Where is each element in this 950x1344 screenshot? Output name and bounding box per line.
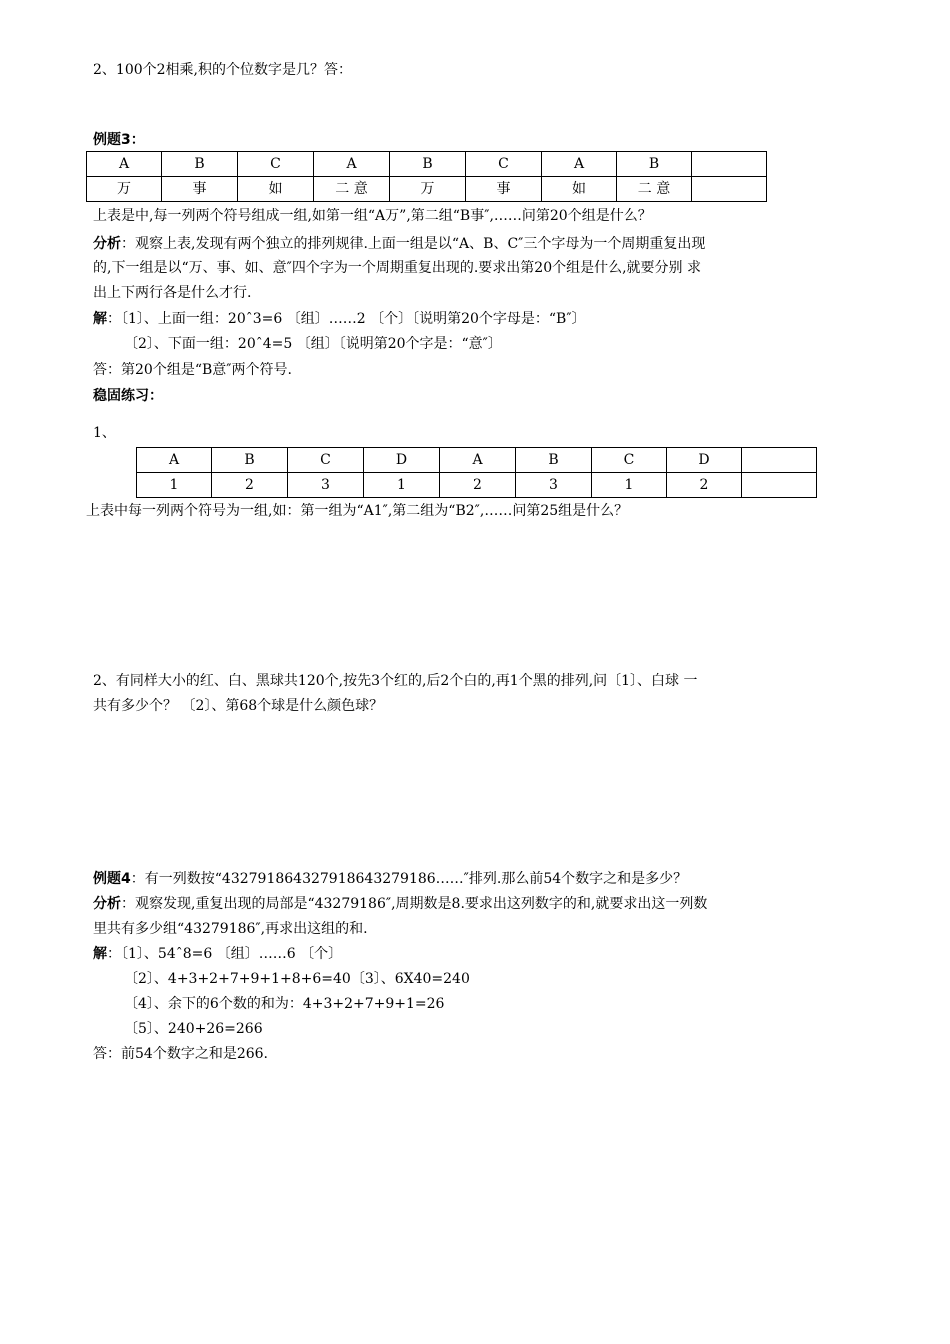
example-3-table: [86, 151, 767, 202]
table-cell: [692, 152, 767, 177]
table-cell: B: [617, 152, 692, 177]
table-row: [137, 448, 817, 473]
table-cell: A: [440, 448, 516, 473]
table-cell: 如: [542, 177, 617, 202]
analysis-text: ：观察发现,重复出现的局部是“43279186″,周期数是8.要求出这列数字的和,就要求出这一列数: [121, 896, 708, 912]
example-3-question: 上表是中,每一列两个符号组成一组,如第一组“A万”,第二组“B事″,……问第20个组是什么？: [93, 208, 652, 224]
solution-text: ：〔1〕、上面一组：20ˆ3=6 〔组〕……2 〔个〕〔说明第20个字母是：“B″〕: [107, 311, 586, 327]
table-cell: 1: [364, 473, 440, 498]
practice-title: 稳固练习：: [93, 388, 163, 404]
table-cell: A: [137, 448, 212, 473]
example-3-answer: 答：第20个组是“B意″两个符号.: [93, 362, 292, 378]
table-cell: C: [238, 152, 314, 177]
table-row: [87, 177, 767, 202]
table-cell: A: [87, 152, 162, 177]
practice-1-table: [136, 447, 817, 498]
solution-text: ：〔1〕、54ˆ8=6 〔组〕……6 〔个〕: [107, 946, 343, 962]
analysis-text: ：观察上表,发现有两个独立的排列规律.上面一组是以“A、B、C″三个字母为一个周期重复出现: [121, 236, 706, 252]
table-cell: 1: [592, 473, 667, 498]
example-4-line-1: [93, 869, 687, 889]
table-cell: 1: [137, 473, 212, 498]
table-cell: 2: [667, 473, 742, 498]
example-4-title: 例题4: [93, 871, 131, 887]
practice-1-number: 1、: [93, 425, 116, 441]
table-cell: 事: [162, 177, 238, 202]
table-cell: 万: [87, 177, 162, 202]
table-cell: [742, 473, 817, 498]
table-cell: B: [390, 152, 466, 177]
practice-1-question: 上表中每一列两个符号为一组,如：第一组为“A1″,第二组为“B2″,……问第25组是什么？: [86, 503, 629, 519]
practice-2-line-2: 共有多少个？ 〔2〕、第68个球是什么颜色球？: [93, 698, 384, 714]
analysis-label: 分析: [93, 896, 121, 912]
table-cell: B: [516, 448, 592, 473]
example-3-solution-line-1: [93, 309, 586, 329]
table-cell: 万: [390, 177, 466, 202]
table-cell: A: [314, 152, 390, 177]
example-4-analysis-line-2: 里共有多少组“43279186″,再求出这组的和.: [93, 921, 368, 937]
solution-label: 解: [93, 946, 107, 962]
example-4-solution-line-4: 〔5〕、240+26=266: [124, 1021, 263, 1037]
example-4-text: ：有一列数按“432791864327918643279186……″排列.那么前54个数字之和是多少？: [130, 871, 688, 887]
example-4-solution-line-2: 〔2〕、4+3+2+7+9+1+8+6=40〔3〕、6X40=240: [124, 971, 470, 987]
table-cell: 3: [288, 473, 364, 498]
table-cell: B: [212, 448, 288, 473]
table-row: [87, 152, 767, 177]
table-cell: 二 意: [314, 177, 390, 202]
analysis-label: 分析: [93, 236, 121, 252]
example-4-solution-line-3: 〔4〕、余下的6个数的和为：4+3+2+7+9+1=26: [124, 996, 445, 1012]
solution-label: 解: [93, 311, 107, 327]
table-cell: 如: [238, 177, 314, 202]
example-4-answer: 答：前54个数字之和是266.: [93, 1046, 268, 1062]
table-cell: [692, 177, 767, 202]
table-cell: 二 意: [617, 177, 692, 202]
example-3-analysis-line-2: 的,下一组是以“万、事、如、意″四个字为一个周期重复出现的.要求出第20个组是什么,就要分别 求: [93, 260, 701, 276]
table-row: [137, 473, 817, 498]
example-4-solution-line-1: [93, 944, 342, 964]
table-cell: C: [288, 448, 364, 473]
table-cell: B: [162, 152, 238, 177]
table-cell: [742, 448, 817, 473]
example-3-title: 例题3：: [93, 132, 145, 148]
table-cell: D: [364, 448, 440, 473]
table-cell: 事: [466, 177, 542, 202]
table-cell: 3: [516, 473, 592, 498]
table-cell: D: [667, 448, 742, 473]
example-3-analysis-line-3: 出上下两行各是什么才行.: [93, 285, 252, 301]
example-3-analysis-line-1: [93, 234, 705, 254]
example-3-solution-line-2: 〔2〕、下面一组：20ˆ4=5 〔组〕〔说明第20个字是：“意″〕: [124, 336, 502, 352]
table-cell: C: [466, 152, 542, 177]
table-cell: 2: [212, 473, 288, 498]
practice-2-line-1: 2、有同样大小的红、白、黑球共120个,按先3个红的,后2个白的,再1个黑的排列,问〔1〕、白球 一: [93, 673, 698, 689]
example-4-analysis-line-1: [93, 894, 707, 914]
table-cell: A: [542, 152, 617, 177]
table-cell: 2: [440, 473, 516, 498]
table-cell: C: [592, 448, 667, 473]
question-2: 2、100个2相乘,积的个位数字是几？答：: [93, 62, 352, 78]
